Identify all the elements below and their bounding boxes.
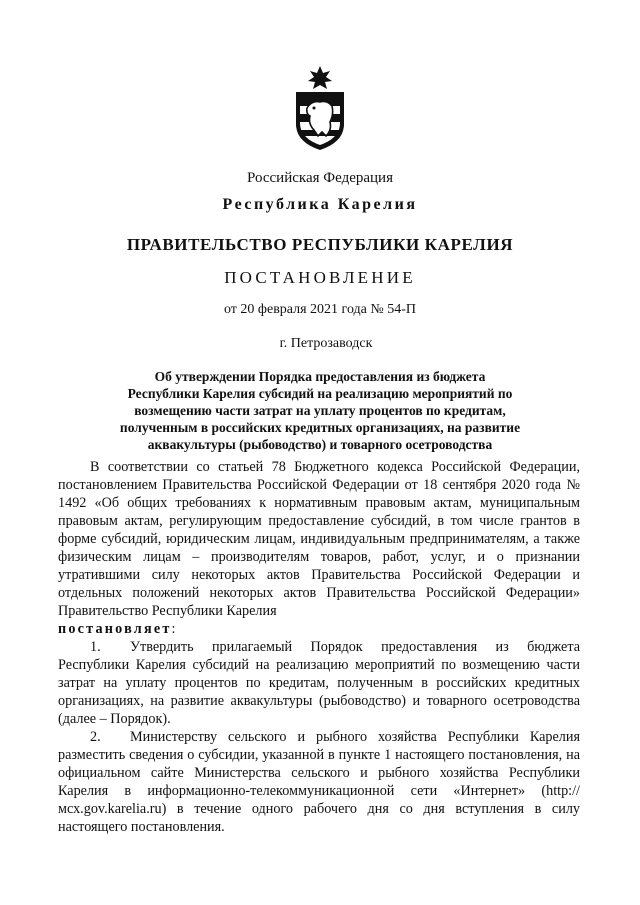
item-number: 1. (90, 639, 101, 655)
date-number-line: от 20 февраля 2021 года № 54-П (223, 302, 417, 317)
preamble-paragraph (58, 458, 580, 638)
republic-name: Республика Карелия (222, 196, 418, 213)
preamble-text: В соответствии со статьей 78 Бюджетного кодекса Российской Федерации, постановлением Правительства Российской Федерации от 18 сентября 2020 года № 1492 «Об общих требованиях к нормативным правовым актам, муниципальным правовым актам, регулирующим предоставление субсидий, в том числе грантов в форме субсидий, юридическим лицам, индивидуальным предпринимателям, а также физическим лицам – производителям товаров, работ, услуг, и о признании утратившими силу некоторых актов Правительства Российской Федерации и отдельных положений некоторых актов Правительства Российской Федерации» Правительство Республики Карелия (58, 459, 580, 619)
decree-item-1 (58, 638, 580, 728)
subject-line: Об утверждении Порядка предоставления из бюджета (154, 369, 486, 384)
document-type: ПОСТАНОВЛЕНИЕ (224, 268, 416, 287)
decree-item-2 (58, 728, 580, 836)
government-title: ПРАВИТЕЛЬСТВО РЕСПУБЛИКИ КАРЕЛИЯ (126, 235, 514, 254)
resolves-word: постановляет (58, 621, 172, 637)
item-text: Министерству сельского и рыбного хозяйства Республики Карелия разместить сведения о субсидии, указанной в пункте 1 настоящего постановления, на официальном сайте Министерства сельского и рыбного хозяйства Республики Карелия в информационно-телекоммуникационной сети «Интернет» (http://мсх.gov.karelia.ru) в течение одного рабочего дня со дня вступления в силу настоящего постановления. (58, 729, 580, 835)
decree-subject (70, 368, 570, 453)
subject-line: аквакультуры (рыбоводство) и товарного осетроводства (147, 437, 493, 452)
resolves-colon: : (171, 621, 176, 637)
karelia-coat-of-arms-icon (290, 66, 350, 150)
subject-line: возмещению части затрат на уплату процентов по кредитам, (134, 403, 506, 418)
country-name: Российская Федерация (247, 170, 393, 186)
item-text: Утвердить прилагаемый Порядок предоставления из бюджета Республики Карелия субсидий на реализацию мероприятий по возмещению части затрат на уплату процентов по кредитам, полученным в российских кредитных организациях, на развитие аквакультуры (рыбоводство) и товарного осетроводства (далее – Порядок). (58, 639, 580, 727)
subject-line: полученным в российских кредитных организациях, на развитие (119, 420, 521, 435)
decree-body (58, 458, 580, 836)
subject-line: Республики Карелия субсидий на реализацию мероприятий по (127, 386, 513, 401)
city-line: г. Петрозаводск (279, 336, 373, 351)
item-number: 2. (90, 729, 101, 745)
